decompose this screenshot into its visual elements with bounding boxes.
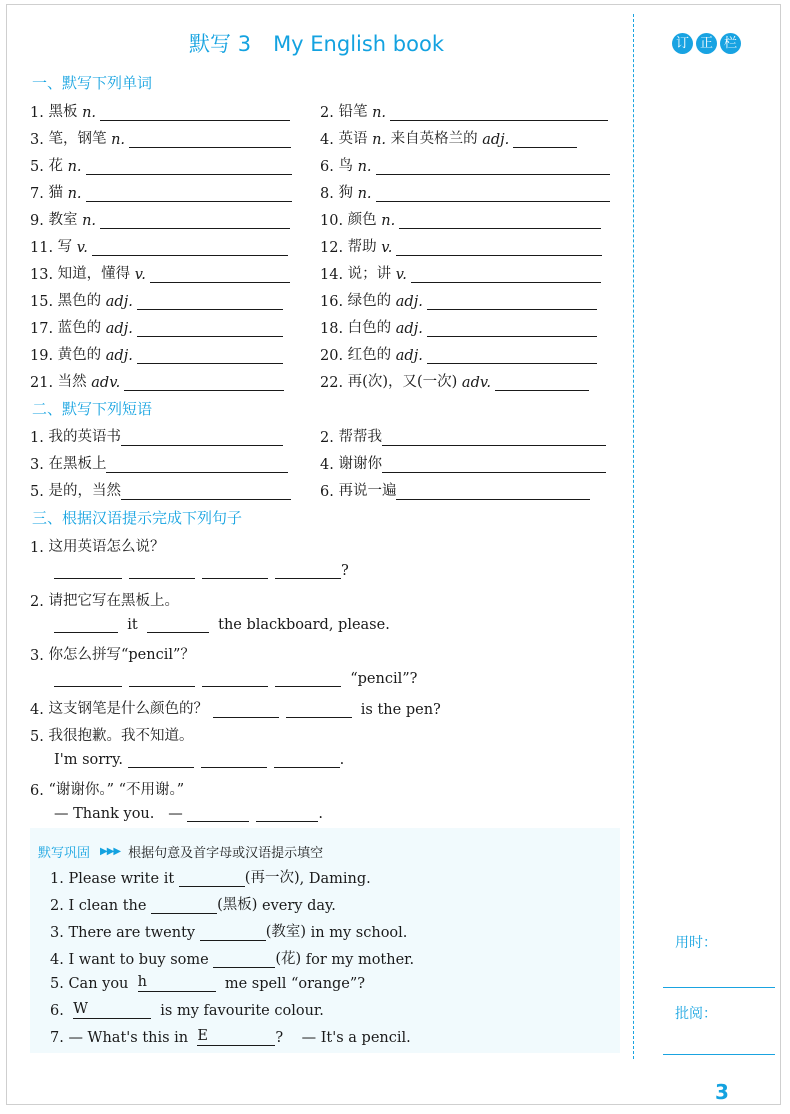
answer-blank[interactable]	[376, 185, 610, 202]
answer-blank[interactable]	[86, 158, 292, 175]
word-item: 18. 白色的 adj.	[320, 316, 597, 337]
answer-blank[interactable]	[427, 320, 597, 337]
word-item: 9. 教室 n.	[30, 208, 290, 229]
answer-blank[interactable]	[147, 616, 209, 633]
answer-blank[interactable]	[513, 131, 577, 148]
sentence-answer: “pencil”?	[54, 670, 417, 687]
answer-blank[interactable]	[92, 239, 288, 256]
answer-blank[interactable]	[201, 751, 267, 768]
sentence-prompt: 3. 你怎么拼写“pencil”？	[30, 647, 195, 664]
answer-blank[interactable]	[137, 320, 283, 337]
review-title: 默写巩固 ▶▶▶ 根据句意及首字母或汉语提示填空	[38, 846, 324, 861]
word-item: 1. 黑板 n.	[30, 100, 290, 121]
word-item: 16. 绿色的 adj.	[320, 289, 597, 310]
answer-blank[interactable]	[382, 456, 606, 473]
word-item: 20. 红色的 adj.	[320, 343, 597, 364]
word-item: 10. 颜色 n.	[320, 208, 601, 229]
answer-blank[interactable]	[137, 293, 283, 310]
sentence-prompt: 5. 我很抱歉。我不知道。	[30, 728, 194, 745]
answer-blank[interactable]	[106, 456, 288, 473]
answer-blank[interactable]	[427, 293, 597, 310]
margin-divider	[633, 14, 634, 1059]
answer-blank[interactable]	[179, 870, 245, 887]
word-item: 17. 蓝色的 adj.	[30, 316, 283, 337]
time-label: 用时：	[675, 935, 717, 951]
answer-blank[interactable]	[137, 347, 283, 364]
answer-blank[interactable]	[54, 670, 122, 687]
review-item: 1. Please write it (再一次) , Daming.	[50, 870, 371, 887]
review-item: 5. Can you h me spell “orange”?	[50, 974, 366, 992]
answer-blank[interactable]	[396, 239, 602, 256]
answer-blank[interactable]	[128, 751, 194, 768]
answer-blank[interactable]	[150, 266, 290, 283]
answer-blank[interactable]	[202, 562, 268, 579]
word-item: 11. 写 v.	[30, 235, 288, 256]
arrows-icon: ▶▶▶	[100, 846, 121, 857]
word-item: 12. 帮助 v.	[320, 235, 602, 256]
phrase-item: 3. 在黑板上	[30, 452, 288, 473]
phrase-item: 1. 我的英语书	[30, 425, 283, 446]
phrase-item: 6. 再说一遍	[320, 479, 590, 500]
review-item: 7. — What's this in E ? — It's a pencil.	[50, 1028, 411, 1046]
word-item: 14. 说；讲 v.	[320, 262, 601, 283]
sentence-answer: it the blackboard, please.	[54, 616, 390, 633]
review-item: 4. I want to buy some (花) for my mother.	[50, 951, 415, 968]
section3-title: 三、根据汉语提示完成下列句子	[32, 509, 243, 527]
section1-title: 一、默写下列单词	[32, 74, 153, 92]
word-item: 6. 鸟 n.	[320, 154, 610, 175]
answer-blank[interactable]	[376, 158, 610, 175]
page-title: 默写 3 My English book	[189, 32, 444, 56]
answer-blank[interactable]: W	[73, 1001, 151, 1019]
time-line[interactable]	[663, 987, 775, 988]
answer-blank[interactable]	[124, 374, 284, 391]
answer-blank[interactable]	[54, 616, 118, 633]
answer-blank[interactable]	[390, 104, 608, 121]
word-item: 19. 黄色的 adj.	[30, 343, 283, 364]
word-item: 13. 知道，懂得 v.	[30, 262, 290, 283]
answer-blank[interactable]	[200, 924, 266, 941]
sentence-prompt: 6. “谢谢你。” “不用谢。”	[30, 782, 185, 799]
phrase-item: 2. 帮帮我	[320, 425, 606, 446]
answer-blank[interactable]	[399, 212, 601, 229]
answer-blank[interactable]	[100, 104, 290, 121]
review-item: 2. I clean the (黑板) every day.	[50, 897, 336, 914]
word-item: 5. 花 n.	[30, 154, 292, 175]
answer-blank[interactable]: E	[197, 1028, 275, 1046]
answer-blank[interactable]	[54, 562, 122, 579]
answer-blank[interactable]	[151, 897, 217, 914]
phrase-item: 5. 是的，当然	[30, 479, 291, 500]
phrase-item: 4. 谢谢你	[320, 452, 606, 473]
word-item: 2. 铅笔 n.	[320, 100, 608, 121]
sentence-prompt: 1. 这用英语怎么说？	[30, 539, 165, 556]
answer-blank[interactable]	[411, 266, 601, 283]
review-item: 3. There are twenty (教室) in my school.	[50, 924, 408, 941]
sentence-prompt: 4. 这支钢笔是什么颜色的？ is the pen?	[30, 701, 441, 718]
answer-blank[interactable]	[213, 951, 275, 968]
section2-title: 二、默写下列短语	[32, 400, 153, 418]
review-line[interactable]	[663, 1054, 775, 1055]
word-item: 22. 再(次)，又(一次) adv.	[320, 370, 589, 391]
answer-blank[interactable]	[86, 185, 292, 202]
answer-blank[interactable]	[187, 805, 249, 822]
answer-blank[interactable]	[275, 562, 341, 579]
word-item: 21. 当然 adv.	[30, 370, 284, 391]
answer-blank[interactable]	[100, 212, 290, 229]
sentence-answer: ?	[54, 562, 349, 579]
word-item: 4. 英语 n. 来自英格兰的 adj.	[320, 127, 577, 148]
answer-blank[interactable]	[202, 670, 268, 687]
sentence-answer: — Thank you. — .	[54, 806, 323, 822]
answer-blank[interactable]	[274, 751, 340, 768]
word-item: 7. 猫 n.	[30, 181, 292, 202]
answer-blank[interactable]	[396, 483, 590, 500]
answer-blank[interactable]	[286, 701, 352, 718]
answer-blank[interactable]	[256, 805, 318, 822]
answer-blank[interactable]: h	[138, 974, 216, 992]
answer-blank[interactable]	[129, 670, 195, 687]
word-item: 15. 黑色的 adj.	[30, 289, 283, 310]
answer-blank[interactable]	[213, 701, 279, 718]
sentence-prompt: 2. 请把它写在黑板上。	[30, 593, 179, 610]
answer-blank[interactable]	[129, 131, 291, 148]
answer-blank[interactable]	[121, 429, 283, 446]
answer-blank[interactable]	[129, 562, 195, 579]
review-label: 批阅：	[675, 1006, 717, 1022]
answer-blank[interactable]	[495, 374, 589, 391]
sentence-answer: I'm sorry. .	[54, 752, 345, 768]
answer-blank[interactable]	[382, 429, 606, 446]
answer-blank[interactable]	[427, 347, 597, 364]
word-item: 3. 笔，钢笔 n.	[30, 127, 291, 148]
answer-blank[interactable]	[121, 483, 291, 500]
word-item: 8. 狗 n.	[320, 181, 610, 202]
page-number: 3	[715, 1080, 729, 1104]
answer-blank[interactable]	[275, 670, 341, 687]
review-item: 6. W is my favourite colour.	[50, 1001, 324, 1019]
correction-column-header: 订 正 栏	[672, 33, 741, 54]
